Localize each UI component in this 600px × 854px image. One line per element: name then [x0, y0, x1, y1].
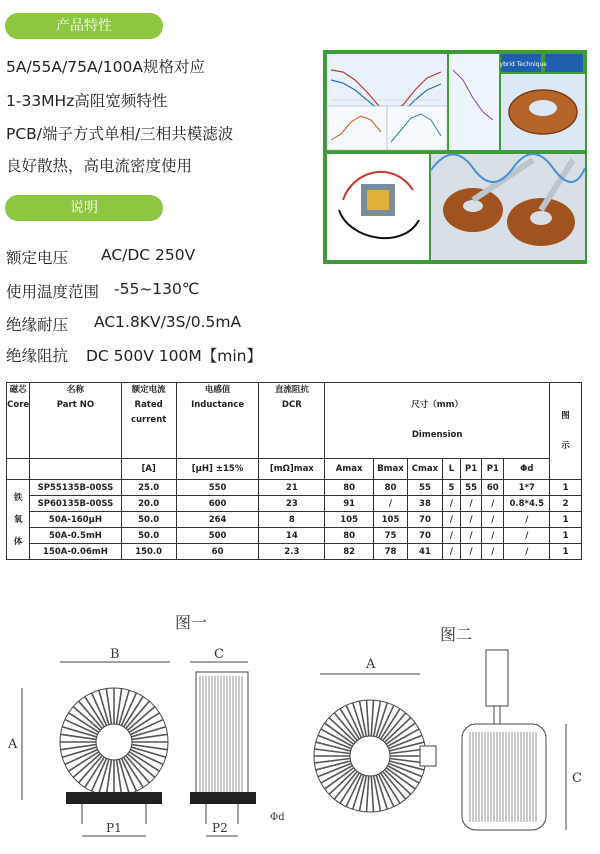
- fig1-side-winding-lines: [200, 676, 242, 792]
- fig2-title: 图二: [440, 625, 473, 644]
- header-rated-current: 额定电流 Rated current: [121, 383, 176, 459]
- table-cell: 70: [407, 512, 442, 528]
- part-no-cell: 50A-160μH: [30, 512, 121, 528]
- unit-cell: Bmax: [374, 459, 408, 480]
- feature-item: 良好散热，高电流密度使用: [6, 157, 193, 175]
- table-cell: /: [504, 544, 550, 560]
- spec-value: AC1.8KV/3S/0.5mA: [94, 313, 242, 331]
- part-no-cell: SP60135B-00SS: [30, 496, 121, 512]
- table-cell: 600: [176, 496, 259, 512]
- fig1-toroid-front-view: [60, 688, 168, 796]
- spec-row: [6, 280, 200, 302]
- fig1-title: 图一: [175, 613, 208, 632]
- feature-item: 5A/55A/75A/100A规格对应: [6, 58, 205, 76]
- fig2-toroid-front-view: [314, 700, 426, 812]
- table-cell: 38: [407, 496, 442, 512]
- unit-cell: P1: [460, 459, 481, 480]
- header-figure: 图 示: [550, 383, 582, 480]
- table-row: [7, 544, 582, 560]
- table-cell: 150.0: [121, 544, 176, 560]
- table-cell: 0.8*4.5: [504, 496, 550, 512]
- table-cell: 550: [176, 480, 259, 496]
- product-photo-collage: [323, 50, 587, 264]
- table-cell: /: [482, 528, 504, 544]
- table-header-row: [7, 383, 582, 459]
- table-cell: 50.0: [121, 512, 176, 528]
- unit-cell: P1: [482, 459, 504, 480]
- table-cell: /: [482, 496, 504, 512]
- spec-label: 绝缘耐压: [6, 316, 69, 334]
- table-cell: 1: [550, 512, 582, 528]
- table-cell: 8: [259, 512, 325, 528]
- table-row: [7, 496, 582, 512]
- table-cell: /: [482, 544, 504, 560]
- table-cell: 1: [550, 544, 582, 560]
- description-section-title: 说明: [5, 195, 163, 221]
- spec-row: [6, 246, 196, 268]
- winding-line: [371, 700, 373, 736]
- winding-line: [374, 776, 381, 811]
- unit-cell: L: [442, 459, 460, 480]
- part-no-cell: 150A-0.06mH: [30, 544, 121, 560]
- product-photo-illustration: [323, 50, 587, 264]
- table-row: [7, 512, 582, 528]
- table-cell: 1: [550, 528, 582, 544]
- spec-label: 绝缘阻抗: [6, 347, 69, 365]
- table-cell: 1: [550, 480, 582, 496]
- table-cell: 500: [176, 528, 259, 544]
- table-cell: 2.3: [259, 544, 325, 560]
- spec-row: [6, 313, 242, 335]
- part-no-cell: SP55135B-00SS: [30, 480, 121, 496]
- table-cell: 80: [325, 480, 374, 496]
- fig2-dim-label-a: A: [366, 657, 376, 672]
- unit-cell: Φd: [504, 459, 550, 480]
- table-cell: 55: [407, 480, 442, 496]
- dim-label-phid: Φd: [270, 812, 285, 823]
- header-dimension: 尺寸（mm） Dimension: [325, 383, 550, 459]
- table-cell: 78: [374, 544, 408, 560]
- fig1-side-base: [190, 792, 256, 804]
- table-cell: /: [442, 496, 460, 512]
- table-cell: 70: [407, 528, 442, 544]
- table-cell: /: [442, 544, 460, 560]
- header-inductance: 电感值 Inductance: [176, 383, 259, 459]
- table-unit-row: [7, 459, 582, 480]
- table-cell: 23: [259, 496, 325, 512]
- table-cell: /: [374, 496, 408, 512]
- photo-chart-title: Hybrid Technique: [495, 61, 547, 68]
- table-row: [7, 480, 582, 496]
- table-cell: 21: [259, 480, 325, 496]
- dim-label-p1: P1: [106, 821, 122, 835]
- table-cell: 1*7: [504, 480, 550, 496]
- fig2-side-view-body: [462, 724, 546, 830]
- dim-label-p2: P2: [212, 821, 228, 835]
- spec-label: 额定电压: [6, 249, 69, 267]
- winding-line: [366, 776, 368, 812]
- table-cell: 41: [407, 544, 442, 560]
- dim-label-a: A: [8, 737, 18, 752]
- table-cell: /: [504, 512, 550, 528]
- winding-line: [360, 701, 367, 736]
- table-cell: 5: [442, 480, 460, 496]
- table-cell: /: [460, 528, 481, 544]
- spec-value: DC 500V 100M【min】: [86, 347, 262, 365]
- fig2-terminal-post: [486, 650, 508, 706]
- header-part-no: 名称 Part NO: [30, 383, 121, 459]
- spec-row: [6, 344, 262, 366]
- header-dcr: 直流阻抗 DCR: [259, 383, 325, 459]
- table-row: [7, 528, 582, 544]
- spec-table: [6, 382, 582, 560]
- dim-label-b: B: [110, 647, 120, 662]
- feature-item: 1-33MHz高阻宽频特性: [6, 92, 168, 110]
- table-cell: 25.0: [121, 480, 176, 496]
- table-cell: 82: [325, 544, 374, 560]
- winding-line: [374, 701, 381, 736]
- table-cell: /: [442, 512, 460, 528]
- core-outline: [96, 724, 132, 760]
- table-cell: 55: [460, 480, 481, 496]
- table-cell: /: [460, 496, 481, 512]
- winding-line: [366, 700, 368, 736]
- fig1-side-view-body: [196, 672, 248, 796]
- table-cell: 105: [374, 512, 408, 528]
- table-cell: 75: [374, 528, 408, 544]
- table-cell: /: [460, 544, 481, 560]
- fig2-dim-label-c: C: [572, 771, 582, 786]
- table-cell: /: [504, 528, 550, 544]
- winding-line: [371, 776, 373, 812]
- spec-label: 使用温度范围: [6, 283, 100, 301]
- table-cell: /: [482, 512, 504, 528]
- table-cell: 2: [550, 496, 582, 512]
- table-cell: /: [442, 528, 460, 544]
- table-cell: 14: [259, 528, 325, 544]
- table-cell: 50.0: [121, 528, 176, 544]
- header-core: 磁芯 Core: [7, 383, 30, 459]
- unit-cell: [A]: [121, 459, 176, 480]
- core-outline: [350, 736, 390, 776]
- spec-value: AC/DC 250V: [101, 246, 196, 264]
- table-cell: 80: [374, 480, 408, 496]
- fig2-terminal-block: [420, 746, 436, 766]
- drawings-svg: [0, 600, 600, 850]
- feature-item: PCB/端子方式单相/三相共模滤波: [6, 125, 234, 143]
- table-cell: 91: [325, 496, 374, 512]
- features-section-title: 产品特性: [5, 13, 163, 39]
- unit-cell: [mΩ]max: [259, 459, 325, 480]
- winding-line: [360, 776, 367, 811]
- core-label: 铁 氧 体: [7, 480, 30, 560]
- table-cell: 20.0: [121, 496, 176, 512]
- table-cell: 105: [325, 512, 374, 528]
- table-cell: 60: [176, 544, 259, 560]
- table-cell: 80: [325, 528, 374, 544]
- fig1-base-plate: [66, 792, 162, 804]
- technical-drawings: [0, 600, 600, 850]
- spec-value: -55~130℃: [114, 280, 200, 298]
- unit-cell: Amax: [325, 459, 374, 480]
- unit-cell: Cmax: [407, 459, 442, 480]
- unit-cell: [μH] ±15%: [176, 459, 259, 480]
- table-cell: /: [460, 512, 481, 528]
- table-cell: 60: [482, 480, 504, 496]
- part-no-cell: 50A-0.5mH: [30, 528, 121, 544]
- dim-label-c: C: [214, 647, 224, 662]
- table-cell: 264: [176, 512, 259, 528]
